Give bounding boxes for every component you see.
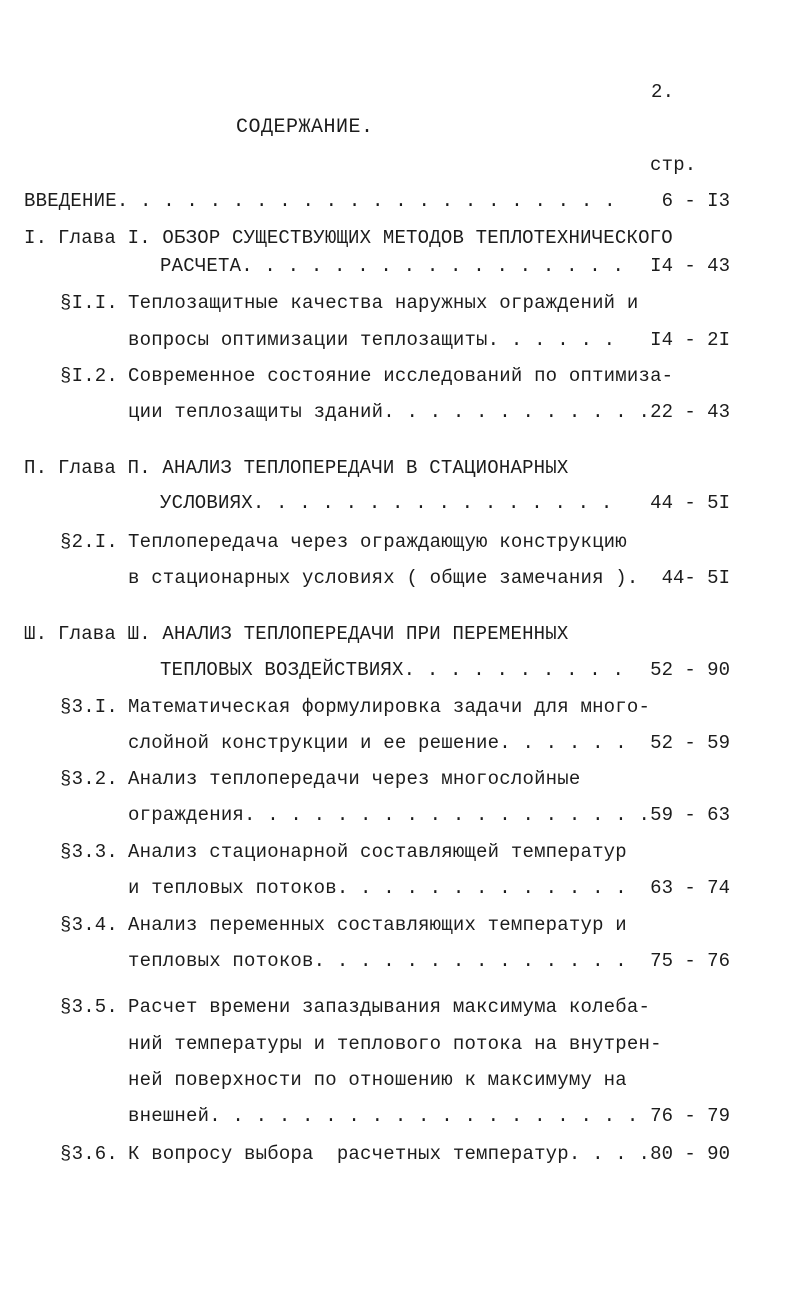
toc-entry-text: Анализ теплопередачи через многослойные — [128, 768, 581, 790]
toc-entry-number: §3.2. — [60, 768, 119, 790]
toc-entry-number: Ш. — [24, 623, 48, 645]
toc-entry-pages: 76 - 79 — [650, 1105, 730, 1127]
toc-entry-number: §2.I. — [60, 531, 119, 553]
toc-entry-text: Анализ переменных составляющих температур и — [128, 914, 627, 936]
toc-entry-pages: 6 - I3 — [661, 190, 730, 212]
toc-entry-text: вопросы оптимизации теплозащиты. . . . . . — [128, 329, 616, 351]
toc-entry-text: РАСЧЕТА. . . . . . . . . . . . . . . . . — [160, 255, 625, 277]
toc-entry-number: §I.I. — [60, 292, 119, 314]
toc-entry-text: Математическая формулировка задачи для много- — [128, 696, 651, 718]
toc-entry-pages: 80 - 90 — [650, 1143, 730, 1165]
toc-entry-text: УСЛОВИЯХ. . . . . . . . . . . . . . . . — [160, 492, 613, 514]
toc-entry-pages: I4 - 43 — [650, 255, 730, 277]
toc-entry-text: внешней. . . . . . . . . . . . . . . . . . . — [128, 1105, 639, 1127]
toc-entry-pages: I4 - 2I — [650, 329, 730, 351]
toc-title: СОДЕРЖАНИЕ. — [236, 116, 374, 139]
toc-entry-text: Теплозащитные качества наружных ограждений и — [128, 292, 639, 314]
pages-column-header: стр. — [650, 154, 697, 176]
toc-entry-text: Теплопередача через ограждающую конструкцию — [128, 531, 627, 553]
toc-entry-text: ТЕПЛОВЫХ ВОЗДЕЙСТВИЯХ. . . . . . . . . . — [160, 659, 625, 681]
toc-entry-number: I. — [24, 227, 48, 249]
toc-entry-number: §3.6. — [60, 1143, 119, 1165]
toc-entry-text: ВВЕДЕНИЕ. . . . . . . . . . . . . . . . . . . . . . — [24, 190, 616, 212]
toc-entry-text: ции теплозащиты зданий. . . . . . . . . . . . — [128, 401, 651, 423]
toc-entry-pages: 52 - 90 — [650, 659, 730, 681]
toc-entry-text: Глава I. ОБЗОР СУЩЕСТВУЮЩИХ МЕТОДОВ ТЕПЛОТЕХНИЧЕСКОГО — [58, 227, 673, 249]
toc-entry-pages: 22 - 43 — [650, 401, 730, 423]
toc-entry-text: ней поверхности по отношению к максимуму на — [128, 1069, 627, 1091]
toc-entry-text: Современное состояние исследований по оптимиза- — [128, 365, 674, 387]
toc-entry-pages: 75 - 76 — [650, 950, 730, 972]
toc-entry-number: §3.3. — [60, 841, 119, 863]
toc-entry-number: §3.5. — [60, 996, 119, 1018]
toc-entry-text: Расчет времени запаздывания максимума колеба- — [128, 996, 651, 1018]
page-number: 2. — [651, 81, 675, 103]
toc-entry-number: П. — [24, 457, 48, 479]
toc-entry-number: §3.I. — [60, 696, 119, 718]
toc-entry-pages: 44 - 5I — [650, 492, 730, 514]
toc-entry-text: ний температуры и теплового потока на внутрен- — [128, 1033, 662, 1055]
toc-entry-text: тепловых потоков. . . . . . . . . . . . . . — [128, 950, 627, 972]
toc-entry-number: §I.2. — [60, 365, 119, 387]
toc-entry-text: ограждения. . . . . . . . . . . . . . . . . . — [128, 804, 651, 826]
toc-entry-text: в стационарных условиях ( общие замечания ). — [128, 567, 639, 589]
toc-entry-pages: 52 - 59 — [650, 732, 730, 754]
toc-entry-number: §3.4. — [60, 914, 119, 936]
toc-entry-text: К вопросу выбора расчетных температур. . . . — [128, 1143, 651, 1165]
toc-entry-pages: 59 - 63 — [650, 804, 730, 826]
toc-entry-pages: 63 - 74 — [650, 877, 730, 899]
toc-entry-text: Анализ стационарной составляющей температур — [128, 841, 627, 863]
toc-entry-text: Глава Ш. АНАЛИЗ ТЕПЛОПЕРЕДАЧИ ПРИ ПЕРЕМЕННЫХ — [58, 623, 569, 645]
toc-entry-text: и тепловых потоков. . . . . . . . . . . . . — [128, 877, 627, 899]
toc-entry-text: Глава П. АНАЛИЗ ТЕПЛОПЕРЕДАЧИ В СТАЦИОНАРНЫХ — [58, 457, 569, 479]
toc-entry-text: слойной конструкции и ее решение. . . . . . — [128, 732, 627, 754]
toc-entry-pages: 44- 5I — [661, 567, 730, 589]
